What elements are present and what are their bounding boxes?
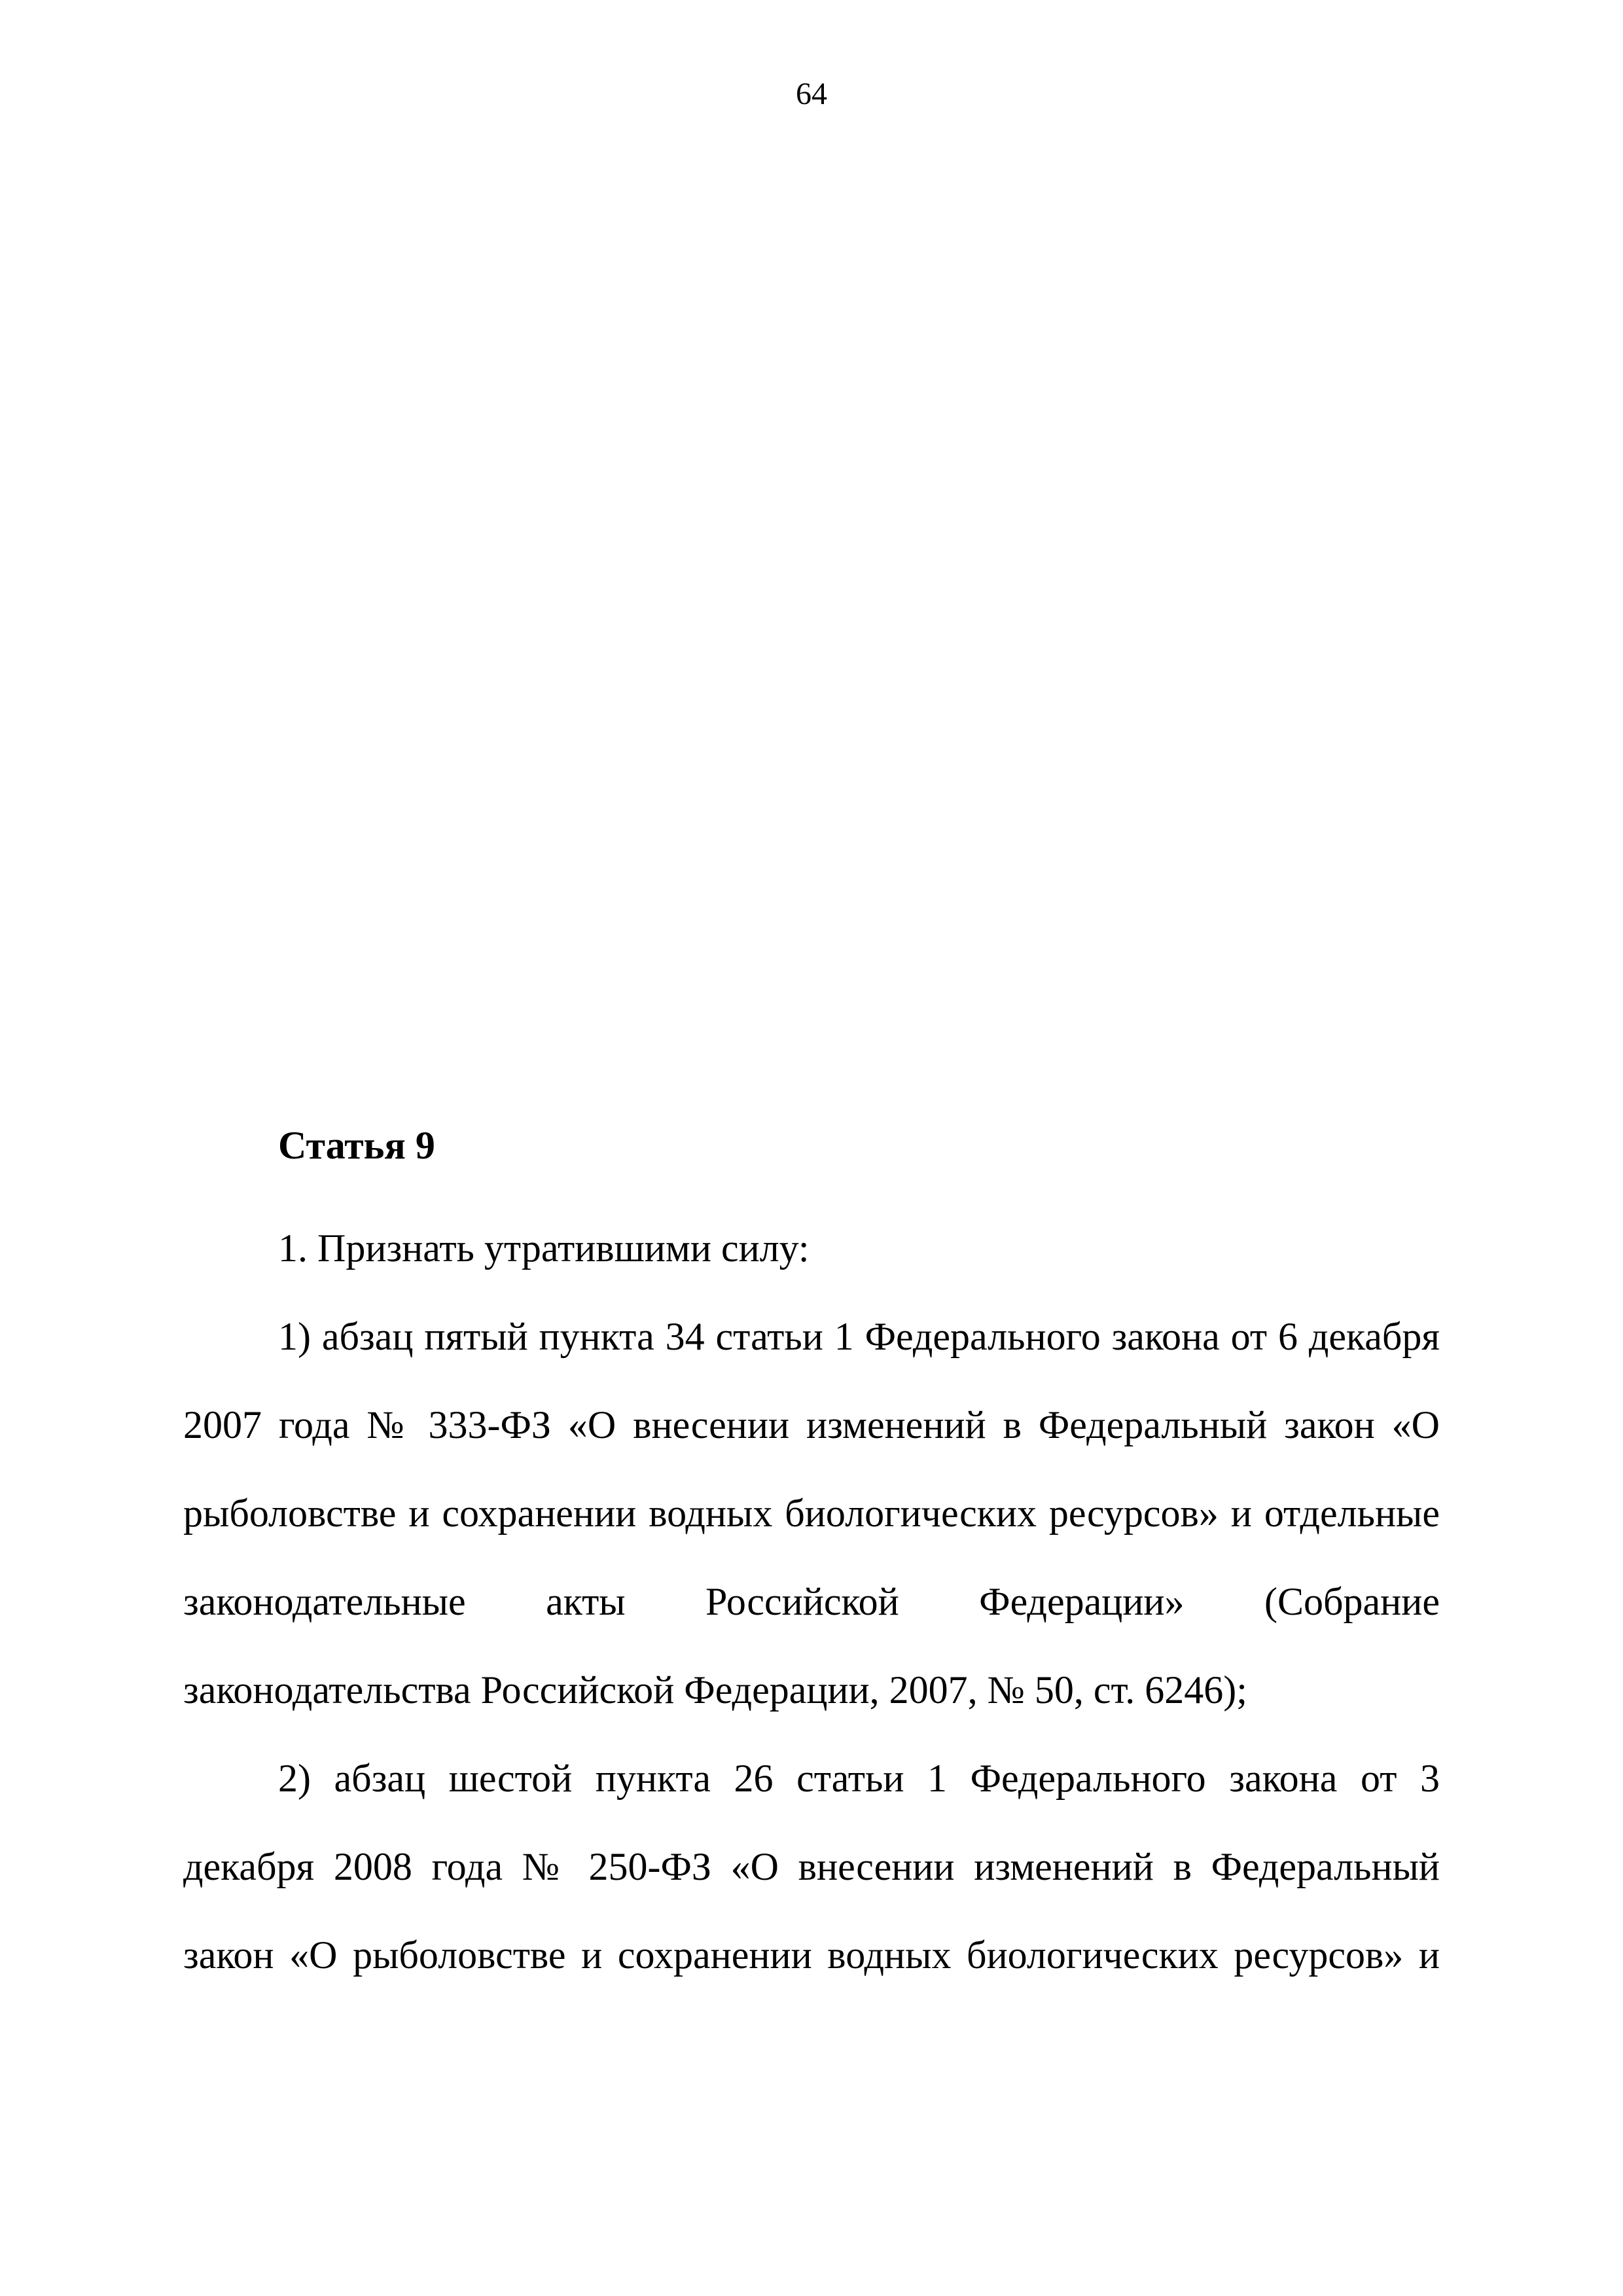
paragraph-2: 1) абзац пятый пункта 34 статьи 1 Федерального закона от 6 декабря 2007 года № 333-ФЗ «О внесении изменений в Федеральный закон «О рыболовстве и сохранении водных биологических ресурсов» и отдельные законодательные акты Российской Федерации» (Собрание законодательства Российской Федерации, 2007, № 50, ст. 6246);	[183, 1315, 1440, 1712]
paragraph-1: 1. Признать утратившими силу:	[278, 1227, 810, 1270]
paragraph-3: 2) абзац шестой пункта 26 статьи 1 Федерального закона от 3 декабря 2008 года № 250-ФЗ «О внесении изменений в Федеральный закон «О рыболовстве и сохранении водных биологических ресурсов» и	[183, 1757, 1440, 1977]
document-body	[183, 1113, 1440, 2000]
page-number: 64	[796, 77, 827, 111]
article-title: Статья 9	[278, 1124, 435, 1167]
